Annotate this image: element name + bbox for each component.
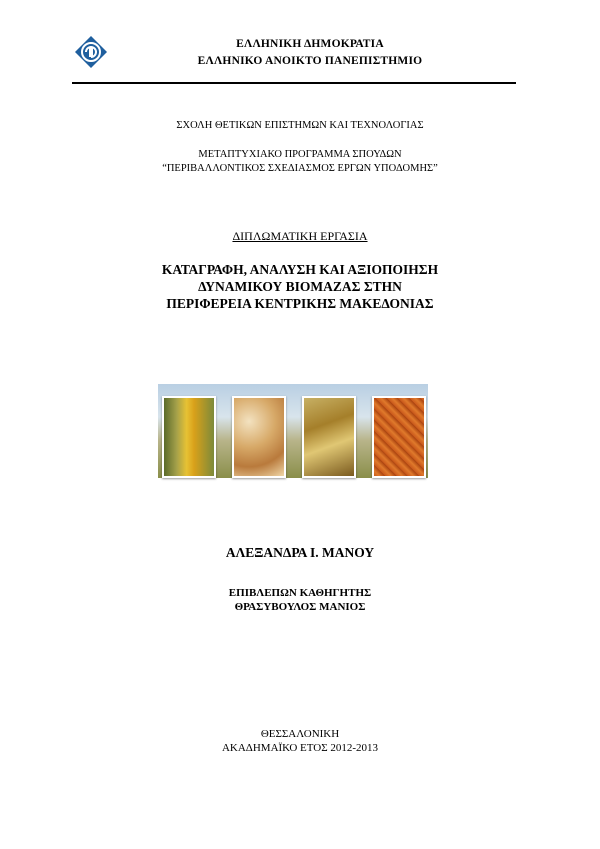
school-name: ΣΧΟΛΗ ΘΕΤΙΚΩΝ ΕΠΙΣΤΗΜΩΝ ΚΑΙ ΤΕΧΝΟΛΟΓΙΑΣ [176, 120, 424, 131]
pellets-photo [372, 396, 426, 478]
thesis-title-line-1: ΚΑΤΑΓΡΑΦΗ, ΑΝΑΛΥΣΗ ΚΑΙ ΑΞΙΟΠΟΙΗΣΗ [161, 262, 439, 277]
wheat-photo [302, 396, 356, 478]
supervisor-name: ΘΡΑΣΥΒΟΥΛΟΣ ΜΑΝΙΟΣ [234, 601, 366, 613]
header-rule [72, 82, 516, 84]
footer-city: ΘΕΣΣΑΛΟΝΙΚΗ [260, 728, 340, 740]
program-line-1: ΜΕΤΑΠΤΥΧΙΑΚΟ ΠΡΟΓΡΑΜΜΑ ΣΠΟΥΔΩΝ [198, 149, 402, 160]
document-type [0, 229, 600, 244]
header-line-2: ΕΛΛΗΝΙΚΟ ΑΝΟΙΚΤΟ ΠΑΝΕΠΙΣΤΗΜΙΟ [197, 55, 423, 67]
supervisor-label: ΕΠΙΒΛΕΠΩΝ ΚΑΘΗΓΗΤΗΣ [228, 587, 372, 599]
thesis-title-line-2: ΔΥΝΑΜΙΚΟΥ ΒΙΟΜΑΖΑΣ ΣΤΗΝ [198, 279, 402, 294]
university-logo [74, 35, 108, 69]
document-type-label: ΔΙΠΛΩΜΑΤΙΚΗ ΕΡΓΑΣΙΑ [232, 229, 368, 243]
header-line-1: ΕΛΛΗΝΙΚΗ ΔΗΜΟΚΡΑΤΙΑ [236, 38, 384, 50]
program-line-2: “ΠΕΡΙΒΑΛΛΟΝΤΙΚΟΣ ΣΧΕΔΙΑΣΜΟΣ ΕΡΓΩΝ ΥΠΟΔΟΜΗΣ” [162, 163, 438, 174]
wood-chips-photo [232, 396, 286, 478]
thesis-title-line-3: ΠΕΡΙΦΕΡΕΙΑ ΚΕΝΤΡΙΚΗΣ ΜΑΚΕΔΟΝΙΑΣ [166, 296, 434, 311]
biomass-banner-image [158, 384, 428, 478]
corn-photo [162, 396, 216, 478]
author-name: ΑΛΕΞΑΝΔΡΑ Ι. ΜΑΝΟΥ [225, 545, 375, 560]
footer-academic-year: ΑΚΑΔΗΜΑΪΚΟ ΕΤΟΣ 2012-2013 [221, 742, 379, 754]
